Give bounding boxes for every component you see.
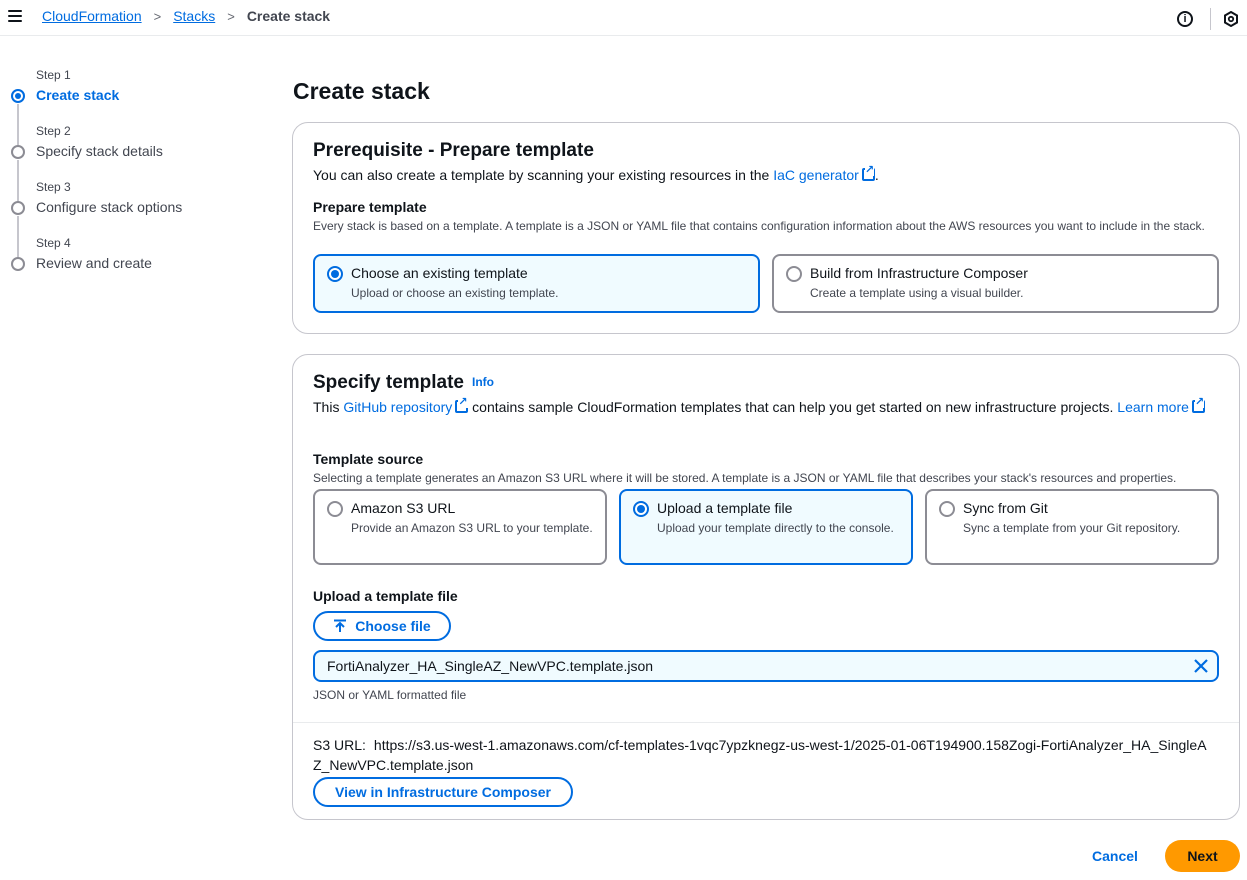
divider xyxy=(293,722,1239,723)
step-indicator xyxy=(11,89,25,103)
radio-unselected[interactable] xyxy=(327,501,343,517)
choose-file-button[interactable] xyxy=(313,611,451,641)
template-source-description: Selecting a template generates an Amazon S3 URL where it will be stored. A template is a JSON or YAML file that describes your stack's resources and properties. xyxy=(313,471,1177,485)
file-name: FortiAnalyzer_HA_SingleAZ_NewVPC.template.json xyxy=(327,658,654,674)
prerequisite-text xyxy=(313,165,879,185)
github-repository-link[interactable]: GitHub repository xyxy=(343,399,453,415)
step-specify-stack-details xyxy=(10,124,270,180)
option-build-from-composer[interactable] xyxy=(772,254,1219,313)
step-number: Step 2 xyxy=(36,124,71,138)
step-indicator xyxy=(11,257,25,271)
option-description: Create a template using a visual builder. xyxy=(810,286,1024,300)
divider xyxy=(1210,8,1211,30)
page-title: Create stack xyxy=(293,78,430,104)
radio-selected[interactable] xyxy=(633,501,649,517)
upload-icon xyxy=(333,619,347,633)
external-link-icon xyxy=(455,400,468,413)
prerequisite-text-before: You can also create a template by scanning your existing resources in the xyxy=(313,167,770,183)
radio-selected[interactable] xyxy=(327,266,343,282)
breadcrumb-current: Create stack xyxy=(246,8,331,24)
option-amazon-s3-url[interactable] xyxy=(313,489,607,565)
chevron-right-icon: > xyxy=(153,8,162,24)
view-in-composer-label: View in Infrastructure Composer xyxy=(334,784,551,800)
cancel-button[interactable]: Cancel xyxy=(1092,848,1138,864)
external-link-icon xyxy=(862,168,875,181)
option-title: Upload a template file xyxy=(657,500,793,516)
specify-text-mid: contains sample CloudFormation templates that can help you get started on new infrastructure projects. xyxy=(472,399,1114,415)
settings-hex-icon[interactable] xyxy=(1223,11,1239,27)
s3-url-display xyxy=(313,735,1213,775)
step-create-stack xyxy=(10,68,270,124)
top-bar xyxy=(0,0,1247,36)
prerequisite-panel xyxy=(292,122,1240,334)
step-title: Specify stack details xyxy=(36,143,163,159)
option-description: Provide an Amazon S3 URL to your template. xyxy=(351,521,593,535)
upload-template-label: Upload a template file xyxy=(313,588,458,604)
option-choose-existing-template[interactable] xyxy=(313,254,760,313)
prerequisite-title: Prerequisite - Prepare template xyxy=(313,140,594,161)
option-description: Sync a template from your Git repository. xyxy=(963,521,1181,535)
specify-template-text xyxy=(313,397,1213,417)
radio-unselected[interactable] xyxy=(939,501,955,517)
step-title: Configure stack options xyxy=(36,199,183,215)
prerequisite-text-after: . xyxy=(874,167,879,183)
iac-generator-link[interactable]: IaC generator xyxy=(773,167,859,183)
specify-template-heading: Specify template xyxy=(313,372,464,393)
specify-template-panel xyxy=(292,354,1240,820)
selected-file-token xyxy=(313,650,1219,682)
view-in-composer-button[interactable] xyxy=(313,777,573,807)
step-title: Review and create xyxy=(36,255,152,271)
step-number: Step 1 xyxy=(36,68,71,82)
step-number: Step 4 xyxy=(36,236,71,250)
info-link[interactable]: Info xyxy=(472,375,494,389)
header-actions xyxy=(1177,8,1239,30)
option-title: Choose an existing template xyxy=(351,265,528,281)
prepare-template-description: Every stack is based on a template. A template is a JSON or YAML file that contains configuration information about the AWS resources you want to include in the stack. xyxy=(313,219,1205,233)
breadcrumb-cloudformation[interactable]: CloudFormation xyxy=(42,8,142,24)
option-sync-from-git[interactable] xyxy=(925,489,1219,565)
step-review-and-create xyxy=(10,236,270,292)
external-link-icon xyxy=(1192,400,1205,413)
s3-url-label: S3 URL: xyxy=(313,737,366,753)
info-icon[interactable]: i xyxy=(1177,11,1193,27)
step-indicator xyxy=(11,145,25,159)
menu-icon[interactable] xyxy=(8,10,22,22)
option-title: Amazon S3 URL xyxy=(351,500,456,516)
specify-template-title xyxy=(313,372,494,394)
next-button[interactable]: Next xyxy=(1165,840,1240,872)
s3-url-value: https://s3.us-west-1.amazonaws.com/cf-templates-1vqc7ypzknegz-us-west-1/2025-01-06T194900.158Zogi-FortiAnalyzer_HA_SingleAZ_NewVPC.template.json xyxy=(313,737,1207,773)
breadcrumb-stacks[interactable]: Stacks xyxy=(173,8,216,24)
chevron-right-icon: > xyxy=(227,8,235,24)
step-configure-stack-options xyxy=(10,180,270,236)
option-title: Sync from Git xyxy=(963,500,1048,516)
step-indicator xyxy=(11,201,25,215)
template-source-label: Template source xyxy=(313,451,424,467)
step-number: Step 3 xyxy=(36,180,71,194)
specify-text-before: This xyxy=(313,399,340,415)
learn-more-link[interactable]: Learn more xyxy=(1117,399,1189,415)
option-description: Upload or choose an existing template. xyxy=(351,286,559,300)
option-description: Upload your template directly to the console. xyxy=(657,521,894,535)
wizard-steps xyxy=(10,68,270,292)
radio-unselected[interactable] xyxy=(786,266,802,282)
breadcrumb xyxy=(42,8,330,24)
close-icon[interactable] xyxy=(1193,658,1209,674)
step-title: Create stack xyxy=(36,87,120,103)
option-title: Build from Infrastructure Composer xyxy=(810,265,1028,281)
option-upload-template-file[interactable] xyxy=(619,489,913,565)
choose-file-label: Choose file xyxy=(355,618,431,634)
prepare-template-label: Prepare template xyxy=(313,199,427,215)
file-format-hint: JSON or YAML formatted file xyxy=(313,688,467,702)
